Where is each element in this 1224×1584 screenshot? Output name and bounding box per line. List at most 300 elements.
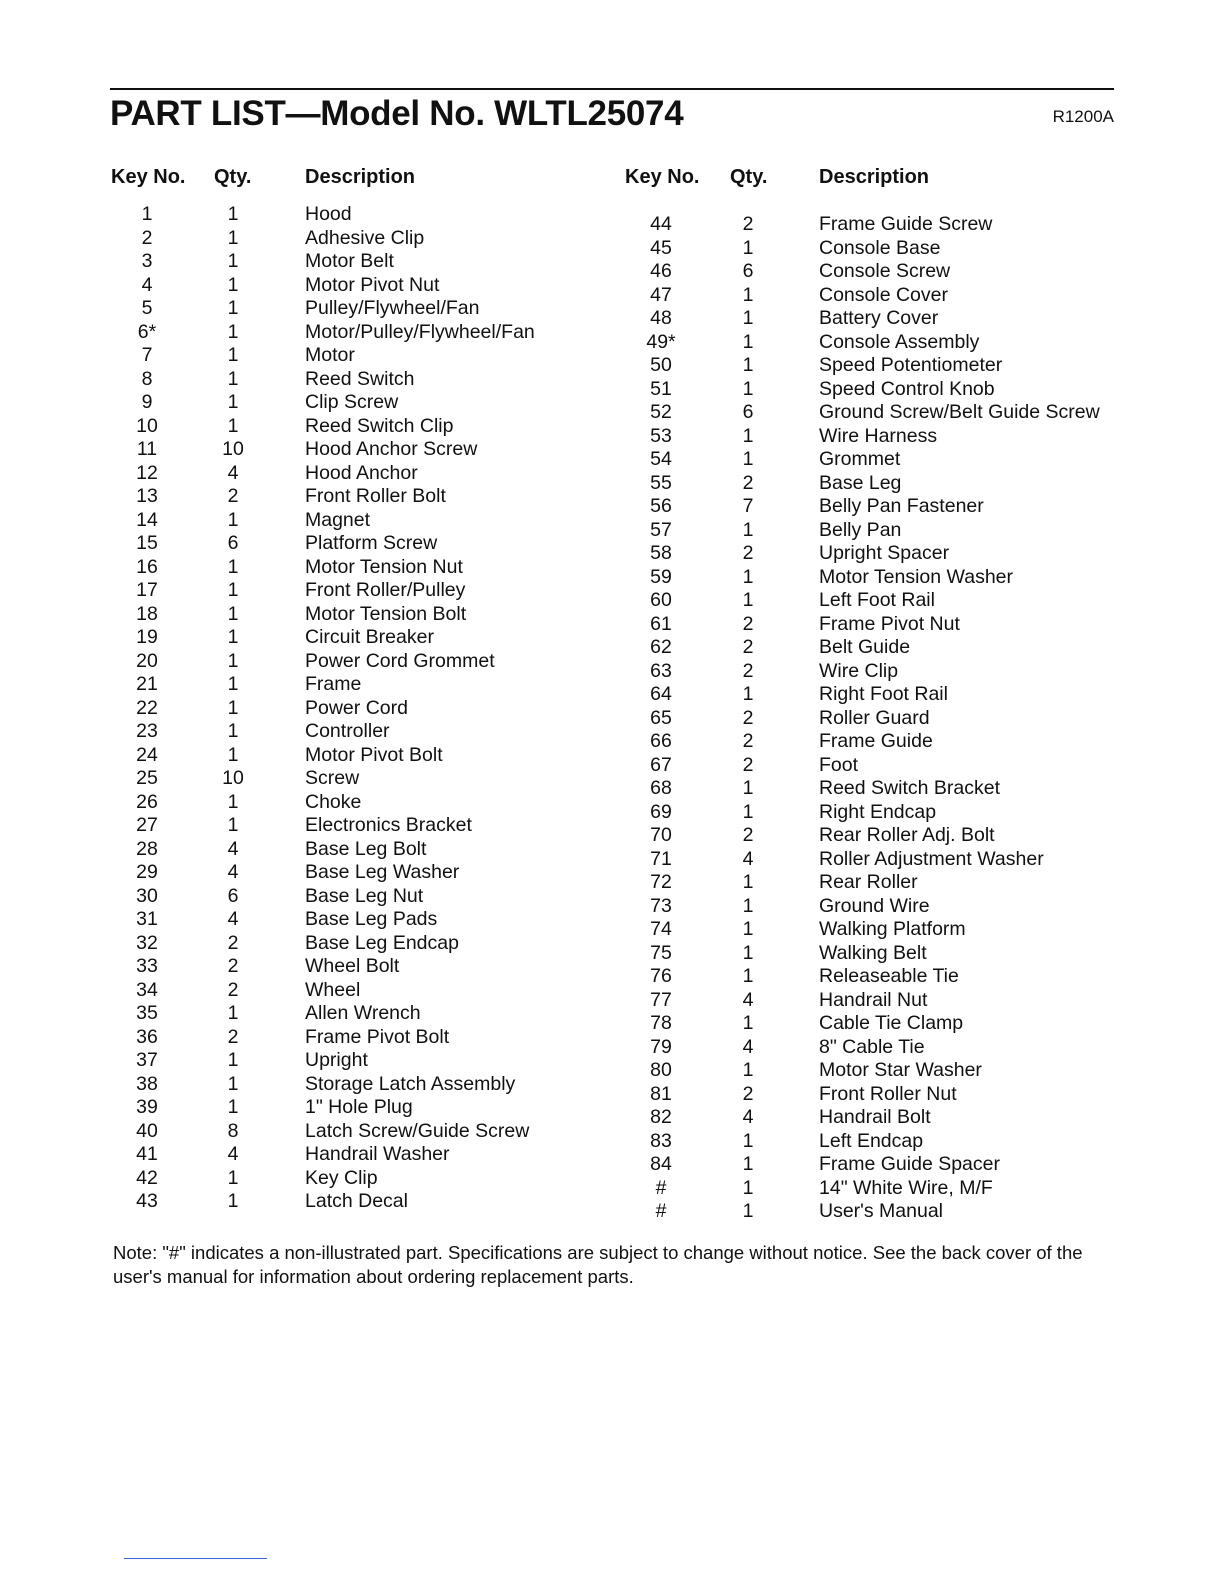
part-description: Key Clip [305, 1166, 378, 1189]
part-description: Wire Clip [819, 659, 899, 682]
part-qty: 1 [227, 344, 239, 366]
part-qty: 1 [742, 283, 754, 306]
part-qty: 1 [227, 1049, 239, 1071]
part-description: Base Leg [819, 471, 902, 494]
part-qty: 1 [742, 894, 754, 917]
part-key-no: 77 [650, 988, 672, 1011]
part-qty: 1 [227, 1166, 239, 1189]
part-row [0, 472, 1224, 496]
part-qty: 4 [742, 988, 754, 1011]
part-row [0, 801, 1224, 825]
part-key-no: 47 [650, 283, 672, 306]
part-description: Frame Pivot Bolt [305, 1025, 450, 1048]
part-key-no: 4 [141, 273, 153, 296]
part-row [0, 918, 1224, 942]
part-qty: 1 [227, 1002, 239, 1024]
part-qty: 1 [227, 273, 239, 296]
part-description: Wheel Bolt [305, 955, 400, 977]
part-key-no: 9 [141, 391, 153, 413]
part-qty: 1 [742, 1129, 754, 1152]
part-key-no: 58 [650, 542, 672, 564]
part-key-no: # [655, 1200, 667, 1222]
part-key-no: # [655, 1176, 667, 1199]
part-key-no: 10 [136, 414, 158, 437]
part-key-no: 83 [650, 1129, 672, 1152]
part-key-no: 42 [136, 1166, 158, 1189]
part-key-no: 35 [136, 1002, 158, 1024]
part-description: Ground Wire [819, 894, 930, 917]
part-qty: 1 [227, 1190, 239, 1212]
part-description: Base Leg Nut [305, 884, 424, 907]
part-qty: 1 [742, 565, 754, 588]
part-qty: 1 [742, 236, 754, 259]
part-key-no: 15 [136, 532, 158, 554]
part-description: Motor Tension Bolt [305, 602, 467, 625]
part-row [0, 824, 1224, 848]
part-qty: 2 [227, 485, 239, 507]
part-qty: 1 [227, 673, 239, 695]
right-keyno-header: Key No. [625, 166, 700, 188]
part-qty: 8 [227, 1119, 239, 1142]
part-qty: 2 [742, 213, 754, 235]
part-description: Base Leg Pads [305, 908, 438, 930]
part-qty: 1 [227, 1072, 239, 1095]
part-description: Right Endcap [819, 800, 937, 823]
part-qty: 1 [742, 424, 754, 447]
part-key-no: 30 [136, 884, 158, 907]
part-qty: 1 [742, 1176, 754, 1199]
part-qty: 2 [742, 612, 754, 635]
part-description: Wheel [305, 978, 361, 1001]
part-key-no: 31 [136, 908, 158, 930]
part-row [0, 213, 1224, 237]
part-description: Foot [819, 753, 859, 776]
part-key-no: 24 [136, 743, 158, 766]
part-key-no: 78 [650, 1012, 672, 1034]
part-qty: 1 [227, 602, 239, 625]
left-qty-header: Qty. [214, 166, 252, 188]
part-key-no: 3 [141, 250, 153, 272]
part-description: Belt Guide [819, 636, 911, 658]
part-description: Latch Decal [305, 1190, 408, 1212]
part-qty: 4 [742, 1106, 754, 1128]
part-key-no: 45 [650, 236, 672, 259]
part-key-no: 66 [650, 730, 672, 752]
part-key-no: 7 [141, 344, 153, 366]
part-description: Frame Guide Screw [819, 213, 993, 235]
part-key-no: 68 [650, 777, 672, 799]
part-key-no: 51 [650, 377, 672, 400]
part-description: Adhesive Clip [305, 226, 425, 249]
part-key-no: 84 [650, 1153, 672, 1175]
part-qty: 1 [227, 320, 239, 343]
part-description: Frame Pivot Nut [819, 612, 960, 635]
right-qty-header: Qty. [730, 166, 768, 188]
part-row [0, 636, 1224, 660]
part-key-no: 82 [650, 1106, 672, 1128]
part-key-no: 52 [650, 401, 672, 423]
part-key-no: 48 [650, 307, 672, 329]
part-description: Reed Switch Bracket [819, 777, 1000, 799]
part-key-no: 26 [136, 790, 158, 813]
right-parts-list [0, 213, 1224, 1224]
part-row [0, 566, 1224, 590]
document-code: R1200A [1052, 107, 1114, 126]
part-qty: 1 [227, 743, 239, 766]
part-key-no: 69 [650, 800, 672, 823]
part-key-no: 6* [137, 320, 157, 343]
part-key-no: 36 [136, 1025, 158, 1048]
part-qty: 4 [742, 1035, 754, 1058]
part-description: Rear Roller [819, 871, 918, 893]
part-row [0, 754, 1224, 778]
part-qty: 2 [742, 824, 754, 846]
part-key-no: 2 [141, 226, 153, 249]
part-description: Motor Star Washer [819, 1059, 982, 1081]
part-description: Motor/Pulley/Flywheel/Fan [305, 320, 535, 343]
part-description: Battery Cover [819, 307, 939, 329]
part-row [0, 589, 1224, 613]
part-qty: 4 [227, 1143, 239, 1165]
part-row [0, 871, 1224, 895]
part-key-no: 41 [136, 1143, 158, 1165]
part-key-no: 8 [141, 367, 153, 390]
part-row [0, 354, 1224, 378]
part-qty: 1 [227, 720, 239, 742]
part-key-no: 33 [136, 955, 158, 977]
part-key-no: 5 [141, 297, 153, 319]
part-description: Hood [305, 203, 352, 225]
part-qty: 10 [222, 438, 244, 460]
part-key-no: 17 [136, 579, 158, 601]
part-qty: 4 [227, 908, 239, 930]
part-description: 8" Cable Tie [819, 1035, 925, 1058]
part-key-no: 50 [650, 354, 672, 376]
part-key-no: 67 [650, 753, 672, 776]
part-key-no: 70 [650, 824, 672, 846]
part-key-no: 59 [650, 565, 672, 588]
part-row [0, 425, 1224, 449]
part-row [0, 448, 1224, 472]
part-key-no: 57 [650, 518, 672, 541]
part-qty: 2 [742, 542, 754, 564]
part-description: Power Cord [305, 696, 408, 719]
part-key-no: 14 [136, 508, 158, 531]
right-description-header: Description [819, 166, 930, 188]
part-key-no: 25 [136, 767, 158, 789]
part-key-no: 53 [650, 424, 672, 447]
part-qty: 2 [742, 753, 754, 776]
part-row [0, 730, 1224, 754]
part-row [0, 895, 1224, 919]
part-description: Controller [305, 720, 390, 742]
part-key-no: 75 [650, 941, 672, 964]
part-qty: 1 [742, 330, 754, 353]
part-qty: 1 [227, 555, 239, 578]
part-qty: 1 [742, 965, 754, 987]
part-description: Reed Switch Clip [305, 414, 454, 437]
part-row [0, 1036, 1224, 1060]
part-description: Wire Harness [819, 424, 938, 447]
part-key-no: 38 [136, 1072, 158, 1095]
part-qty: 1 [742, 1200, 754, 1222]
part-key-no: 56 [650, 495, 672, 517]
part-qty: 4 [227, 861, 239, 883]
part-key-no: 20 [136, 649, 158, 672]
part-qty: 2 [742, 471, 754, 494]
part-description: Console Screw [819, 260, 951, 282]
part-qty: 1 [742, 448, 754, 470]
part-key-no: 60 [650, 589, 672, 611]
part-qty: 1 [742, 683, 754, 705]
part-description: Rear Roller Adj. Bolt [819, 824, 995, 846]
part-qty: 1 [227, 508, 239, 531]
part-qty: 6 [742, 401, 754, 423]
part-key-no: 11 [136, 438, 158, 460]
part-qty: 4 [742, 847, 754, 870]
part-row [0, 660, 1224, 684]
part-description: Electronics Bracket [305, 814, 472, 836]
part-description: Storage Latch Assembly [305, 1072, 516, 1095]
part-description: Circuit Breaker [305, 626, 434, 648]
part-qty: 2 [227, 931, 239, 954]
part-description: Motor Pivot Bolt [305, 743, 443, 766]
part-qty: 1 [227, 250, 239, 272]
part-row [0, 683, 1224, 707]
part-row [0, 989, 1224, 1013]
part-description: Pulley/Flywheel/Fan [305, 297, 480, 319]
part-row [0, 307, 1224, 331]
part-description: User's Manual [819, 1200, 944, 1222]
part-description: Power Cord Grommet [305, 649, 495, 672]
part-description: Belly Pan [819, 518, 902, 541]
part-qty: 2 [742, 636, 754, 658]
part-row [0, 495, 1224, 519]
part-qty: 2 [227, 1025, 239, 1048]
part-key-no: 43 [136, 1190, 158, 1212]
part-key-no: 71 [650, 847, 672, 870]
part-row [0, 613, 1224, 637]
part-description: Console Cover [819, 283, 948, 306]
part-description: Roller Adjustment Washer [819, 847, 1044, 870]
part-row [0, 1106, 1224, 1130]
part-description: Hood Anchor [305, 461, 418, 484]
part-description: Motor Pivot Nut [305, 273, 440, 296]
part-description: Ground Screw/Belt Guide Screw [819, 401, 1100, 423]
part-description: Motor Belt [305, 250, 394, 272]
part-qty: 10 [222, 767, 244, 789]
part-description: Releaseable Tie [819, 965, 959, 987]
part-key-no: 79 [650, 1035, 672, 1058]
part-description: Motor Tension Washer [819, 565, 1014, 588]
part-key-no: 65 [650, 706, 672, 729]
part-description: Reed Switch [305, 367, 415, 390]
part-qty: 4 [227, 837, 239, 860]
part-description: Clip Screw [305, 391, 399, 413]
part-key-no: 64 [650, 683, 672, 705]
part-qty: 4 [227, 461, 239, 484]
part-qty: 2 [742, 1082, 754, 1105]
part-qty: 1 [742, 377, 754, 400]
part-description: Console Assembly [819, 330, 980, 353]
part-description: Base Leg Endcap [305, 931, 459, 954]
left-keyno-header: Key No. [111, 166, 186, 188]
part-description: Belly Pan Fastener [819, 495, 984, 517]
part-qty: 1 [742, 307, 754, 329]
part-key-no: 22 [136, 696, 158, 719]
part-qty: 1 [742, 918, 754, 940]
part-row [0, 331, 1224, 355]
part-qty: 1 [742, 354, 754, 376]
part-row [0, 707, 1224, 731]
part-key-no: 72 [650, 871, 672, 893]
part-description: Frame Guide Spacer [819, 1153, 1000, 1175]
part-description: Base Leg Bolt [305, 837, 427, 860]
part-key-no: 16 [136, 555, 158, 578]
part-row [0, 237, 1224, 261]
part-qty: 1 [742, 800, 754, 823]
part-description: Speed Control Knob [819, 377, 995, 400]
part-qty: 1 [742, 941, 754, 964]
part-row [0, 260, 1224, 284]
part-description: Motor Tension Nut [305, 555, 463, 578]
part-qty: 1 [742, 871, 754, 893]
part-description: Latch Screw/Guide Screw [305, 1119, 530, 1142]
part-qty: 1 [227, 203, 239, 225]
part-qty: 6 [742, 260, 754, 282]
part-row [0, 1177, 1224, 1201]
part-qty: 1 [742, 518, 754, 541]
part-qty: 2 [227, 978, 239, 1001]
part-key-no: 23 [136, 720, 158, 742]
part-description: Frame Guide [819, 730, 933, 752]
part-key-no: 81 [650, 1082, 672, 1105]
part-key-no: 40 [136, 1119, 158, 1142]
part-key-no: 76 [650, 965, 672, 987]
part-description: Front Roller Bolt [305, 485, 446, 507]
part-description: Speed Potentiometer [819, 354, 1003, 376]
part-row [0, 1153, 1224, 1177]
part-key-no: 49* [646, 330, 676, 353]
part-description: Platform Screw [305, 532, 438, 554]
part-qty: 1 [227, 814, 239, 836]
part-key-no: 54 [650, 448, 672, 470]
part-key-no: 13 [136, 485, 158, 507]
part-qty: 1 [227, 367, 239, 390]
part-qty: 1 [227, 696, 239, 719]
part-description: Front Roller Nut [819, 1082, 957, 1105]
part-key-no: 28 [136, 837, 158, 860]
part-description: Left Foot Rail [819, 589, 935, 611]
part-qty: 1 [227, 391, 239, 413]
part-description: Grommet [819, 448, 901, 470]
part-qty: 1 [742, 1153, 754, 1175]
part-description: Upright Spacer [819, 542, 950, 564]
part-qty: 1 [227, 790, 239, 813]
part-key-no: 55 [650, 471, 672, 494]
part-key-no: 32 [136, 931, 158, 954]
part-qty: 1 [227, 579, 239, 601]
part-description: Allen Wrench [305, 1002, 421, 1024]
part-qty: 1 [742, 1012, 754, 1034]
part-row [0, 542, 1224, 566]
part-description: Handrail Nut [819, 988, 928, 1011]
part-description: Right Foot Rail [819, 683, 948, 705]
part-key-no: 61 [650, 612, 672, 635]
part-row [0, 1083, 1224, 1107]
part-qty: 6 [227, 532, 239, 554]
part-description: Frame [305, 673, 362, 695]
part-description: Front Roller/Pulley [305, 579, 466, 601]
part-description: Hood Anchor Screw [305, 438, 478, 460]
part-row [0, 942, 1224, 966]
part-row [0, 848, 1224, 872]
part-description: Handrail Bolt [819, 1106, 931, 1128]
part-row [0, 284, 1224, 308]
part-description: Choke [305, 790, 362, 813]
part-row [0, 965, 1224, 989]
part-key-no: 73 [650, 894, 672, 917]
part-qty: 2 [742, 730, 754, 752]
part-description: 14" White Wire, M/F [819, 1176, 993, 1199]
part-qty: 1 [227, 649, 239, 672]
part-row [0, 1012, 1224, 1036]
part-key-no: 62 [650, 636, 672, 658]
part-description: Left Endcap [819, 1129, 924, 1152]
part-key-no: 46 [650, 260, 672, 282]
part-description: Walking Platform [819, 918, 966, 940]
part-row [0, 777, 1224, 801]
part-description: Base Leg Washer [305, 861, 460, 883]
part-description: Motor [305, 344, 355, 366]
part-row [0, 1200, 1224, 1224]
part-qty: 1 [742, 589, 754, 611]
part-description: Screw [305, 767, 360, 789]
part-qty: 1 [227, 1096, 239, 1118]
part-description: Magnet [305, 508, 371, 531]
part-key-no: 44 [650, 213, 672, 235]
part-qty: 1 [227, 414, 239, 437]
part-description: Cable Tie Clamp [819, 1012, 964, 1034]
part-qty: 2 [742, 659, 754, 682]
part-description: 1" Hole Plug [305, 1096, 413, 1118]
part-key-no: 12 [136, 461, 158, 484]
footnote: Note: "#" indicates a non-illustrated part. Specifications are subject to change without notice. See the back cover of the user's manual for information about ordering replacement parts. [113, 1242, 1083, 1287]
header-rule [110, 88, 1114, 90]
part-qty: 1 [227, 626, 239, 648]
part-row [0, 378, 1224, 402]
part-key-no: 21 [136, 673, 158, 695]
part-row [0, 401, 1224, 425]
part-key-no: 34 [136, 978, 158, 1001]
part-key-no: 39 [136, 1096, 158, 1118]
part-row [0, 519, 1224, 543]
left-description-header: Description [305, 166, 416, 188]
part-key-no: 27 [136, 814, 158, 836]
part-qty: 6 [227, 884, 239, 907]
part-qty: 7 [742, 495, 754, 517]
part-key-no: 1 [141, 203, 153, 225]
part-key-no: 29 [136, 861, 158, 883]
part-qty: 1 [227, 297, 239, 319]
part-key-no: 74 [650, 918, 672, 940]
part-description: Handrail Washer [305, 1143, 450, 1165]
part-key-no: 63 [650, 659, 672, 682]
part-key-no: 19 [136, 626, 158, 648]
page-title: PART LIST—Model No. WLTL25074 [110, 94, 684, 133]
part-qty: 2 [742, 706, 754, 729]
part-row [0, 1130, 1224, 1154]
